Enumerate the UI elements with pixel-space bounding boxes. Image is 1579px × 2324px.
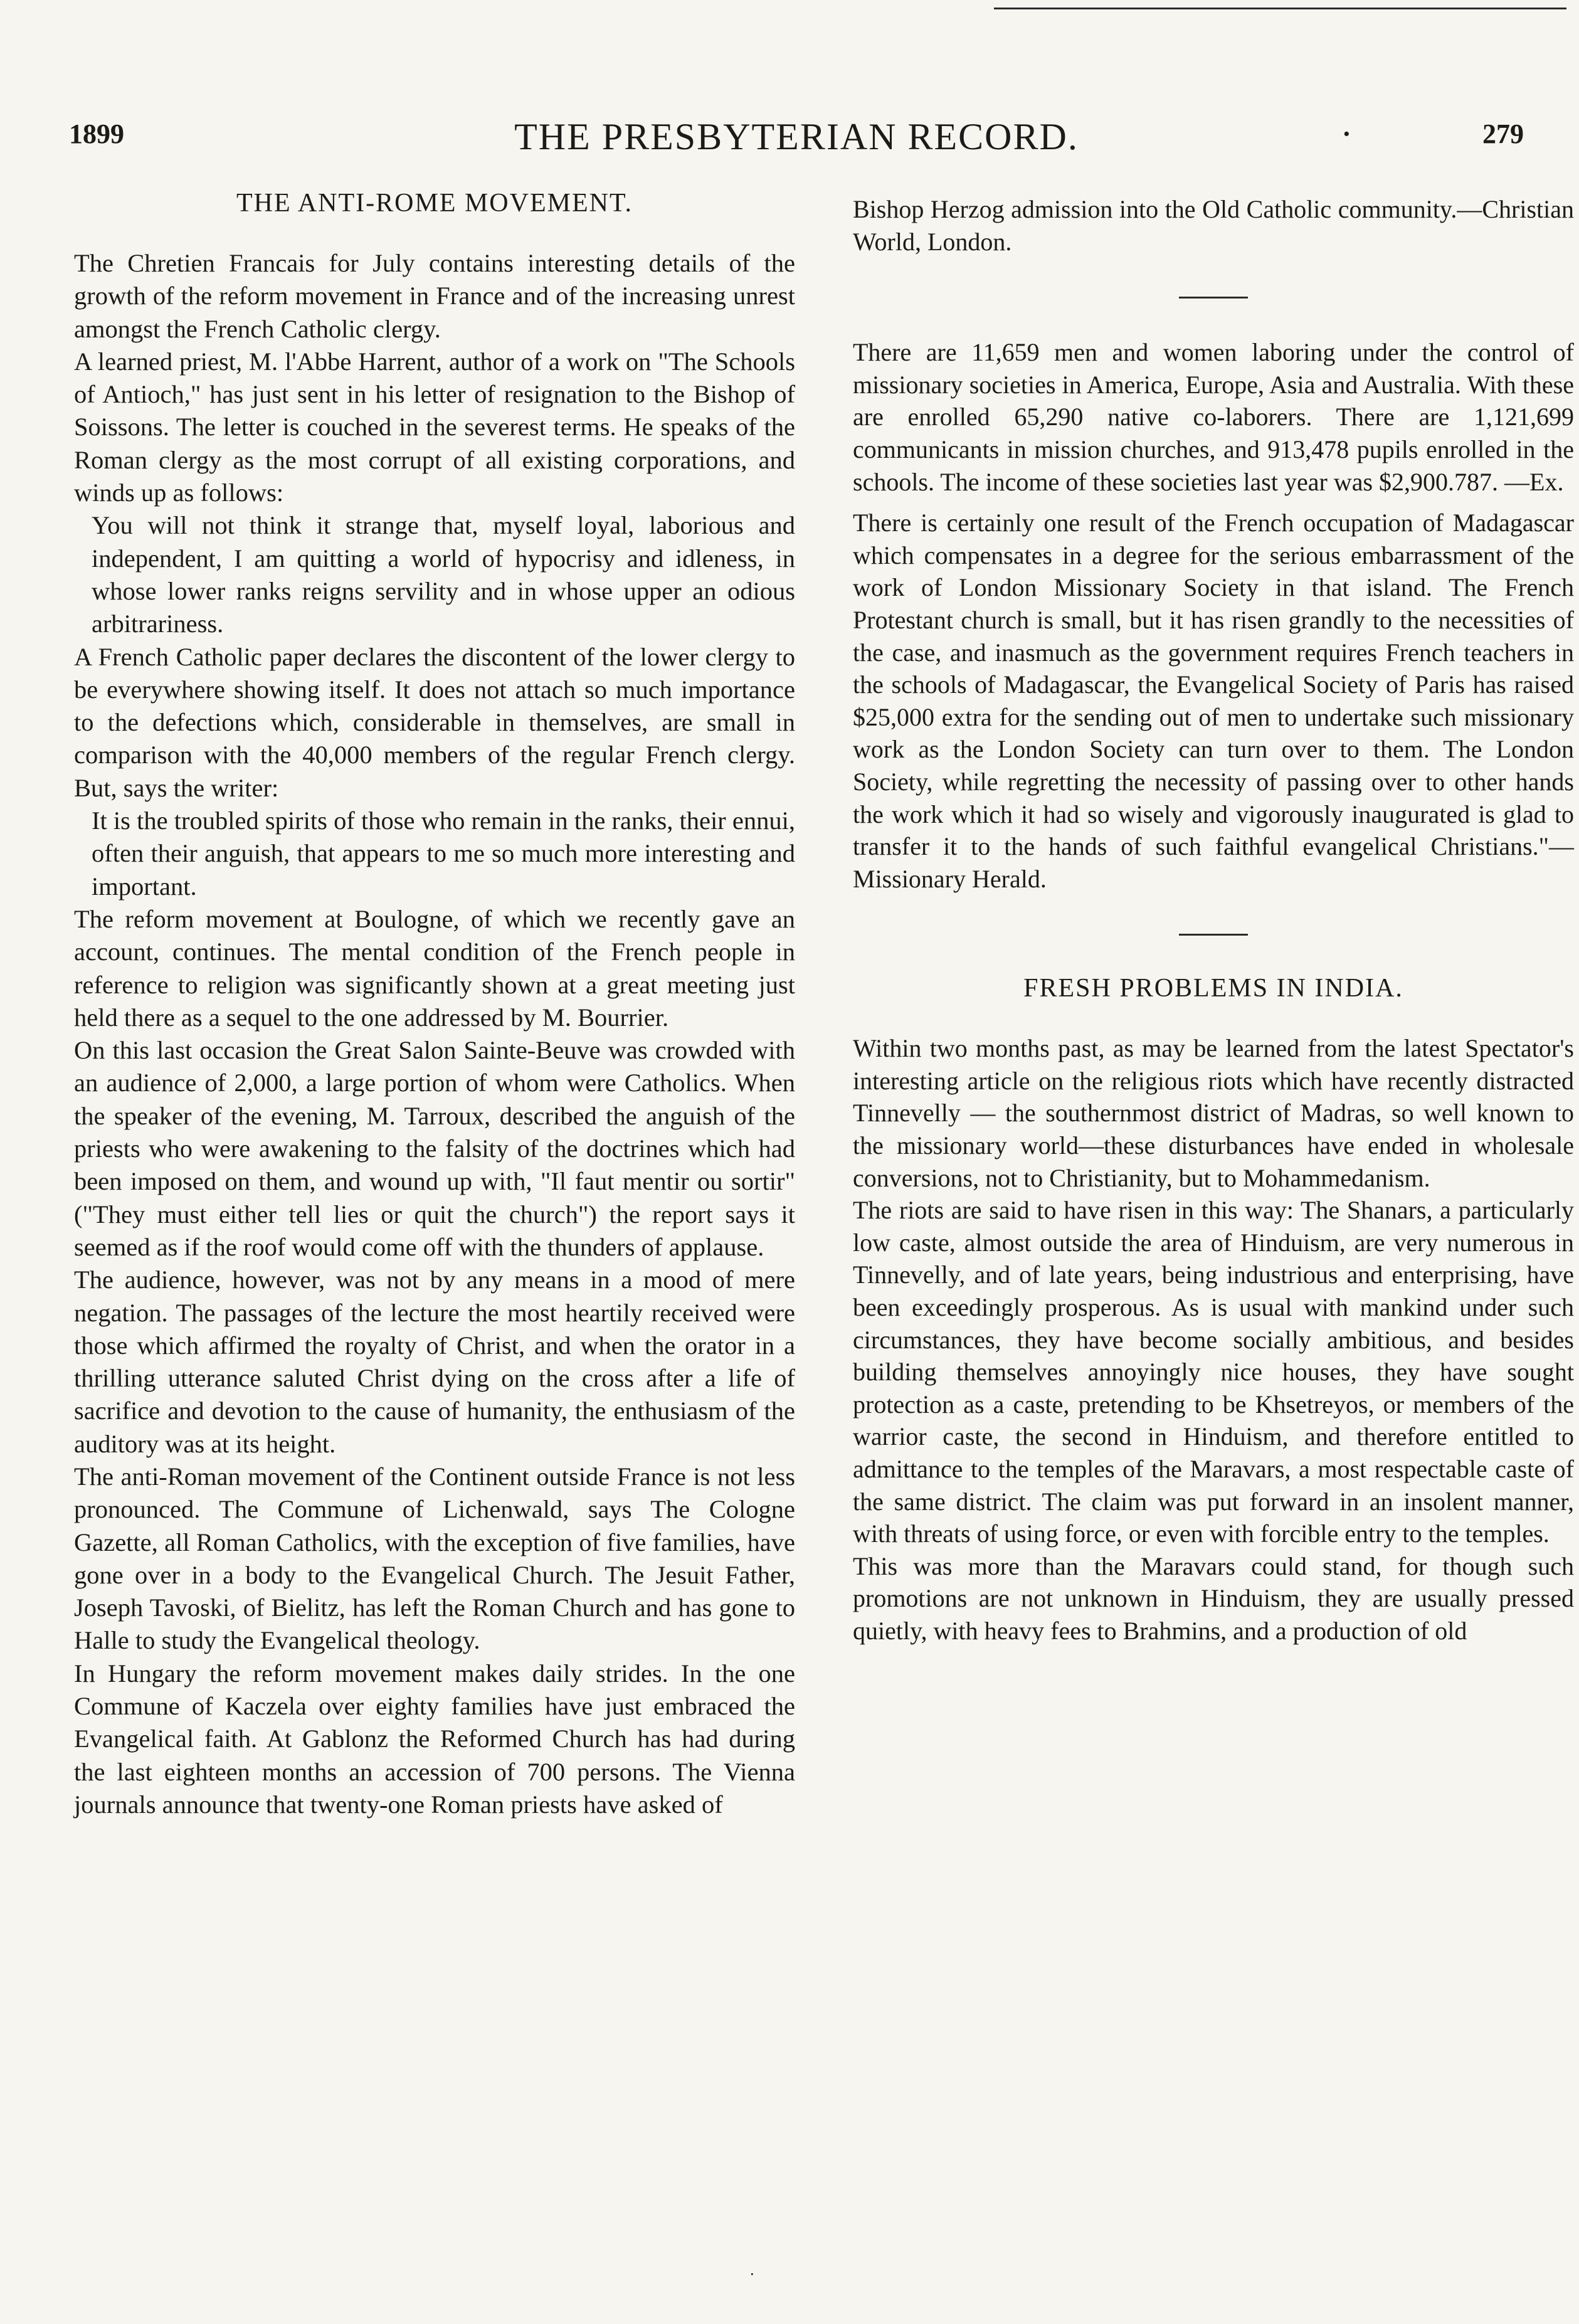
left-column bbox=[74, 188, 795, 1821]
paragraph: This was more than the Maravars could stand, for though such promotions are not unknown in Hinduism, they are usually pressed quietly, with heavy fees to Brahmins, and a production of old bbox=[853, 1551, 1574, 1645]
paragraph: On this last occasion the Great Salon Sainte-Beuve was crowded with an audience of 2,000, a large portion of whom were Catholics. When the speaker of the evening, M. Tarroux, described the anguish of the priests who were awakening to the falsity of the doctrines which had been imposed on them, and wound up with, "Il faut mentir ou sortir" ("They must either tell lies or quit the church") the report says it seemed as if the roof would come off with the thunders of applause. bbox=[74, 1036, 795, 1261]
header-title: THE PRESBYTERIAN RECORD. bbox=[514, 116, 1079, 157]
paragraph: A French Catholic paper declares the discontent of the lower clergy to be everywhere showing itself. It does not attach so much importance to the defections which, considerable in themselves, are small in comparison with the 40,000 members of the regular French clergy. But, says the writer: bbox=[74, 642, 795, 802]
top-rule bbox=[994, 8, 1566, 9]
paragraph: In Hungary the reform movement makes daily strides. In the one Commune of Kaczela over eighty families have just embraced the Evangelical faith. At Gablonz the Reformed Church has had during the last eighteen months an accession of 700 persons. The Vienna journals announce that twenty-one Roman priests have asked of bbox=[74, 1659, 795, 1819]
paragraph: Within two months past, as may be learned from the latest Spectator's interesting article on the religious riots which have recently distracted Tinnevelly — the southernmost district of Madras, so well known to the missionary world—these disturbances have ended in wholesale conversions, not to Christianity, but to Mohammedanism. bbox=[853, 1034, 1574, 1192]
header-dot: · bbox=[1342, 119, 1351, 149]
paragraph: The anti-Roman movement of the Continent outside France is not less pronounced. The Commune of Lichenwald, says The Cologne Gazette, all Roman Catholics, with the exception of five families, have gone over in a body to the Evangelical Church. The Jesuit Father, Joseph Tavoski, of Bielitz, has left the Roman Church and has gone to Halle to study the Evangelical theology. bbox=[74, 1462, 795, 1655]
spacer bbox=[853, 498, 1574, 507]
page-header bbox=[69, 118, 1524, 174]
paragraph: Bishop Herzog admission into the Old Catholic community.—Christian World, London. bbox=[853, 195, 1574, 256]
paragraph: The riots are said to have risen in this way: The Shanars, a particularly low caste, almost outside the area of Hinduism, are very numerous in Tinnevelly, and of late years, being industrious and enterprising, have been exceedingly prosperous. As is usual with mankind under such circumstances, they have become socially ambitious, and besides building themselves annoyingly nice houses, they have sought protection as a caste, pretending to be Khsetreyos, or members of the warrior caste, the second in Hinduism, and therefore entitled to admittance to the temples of the Maravars, a most respectable caste of the same district. The claim was put forward in an insolent manner, with threats of using force, or even with forcible entry to the temples. bbox=[853, 1196, 1574, 1548]
paragraph: There is certainly one result of the French occupation of Madagascar which compensates in a degree for the serious embarrassment of the work of London Missionary Society in that island. The French Protestant church is small, but it has risen grandly to the necessities of the case, and inasmuch as the government requires French teachers in the schools of Madagascar, the Evangelical Society of Paris has raised $25,000 extra for the sending out of men to undertake such missionary work as the London Society can turn over to them. The London Society, while regretting the necessity of passing over to other hands the work which it had so wisely and vigorously inaugurated is glad to transfer it to the hands of such faithful evangelical Christians."—Missionary Herald. bbox=[853, 509, 1574, 893]
paragraph: The reform movement at Boulogne, of which we recently gave an account, continues. The mental condition of the French people in reference to religion was significantly shown at a great meeting just held there as a sequel to the one addressed by M. Bourrier. bbox=[74, 904, 795, 1032]
header-year: 1899 bbox=[69, 119, 124, 149]
paragraph: There are 11,659 men and women laboring under the control of missionary societies in America, Europe, Asia and Australia. With these are enrolled 65,290 native co-laborers. There are 1,121,699 communicants in mission churches, and 913,478 pupils enrolled in the schools. The income of these societies last year was $2,900.787. —Ex. bbox=[853, 338, 1574, 496]
section-divider bbox=[1179, 934, 1248, 936]
right-column bbox=[853, 193, 1574, 1647]
article-title-anti-rome: THE ANTI-ROME MOVEMENT. bbox=[236, 189, 633, 218]
article-title-fresh-problems: FRESH PROBLEMS IN INDIA. bbox=[1023, 974, 1403, 1003]
quote: You will not think it strange that, myself loyal, laborious and independent, I am quitting a world of hypocrisy and idleness, in whose lower ranks reigns servility and in whose upper an odious arbitrariness. bbox=[92, 511, 795, 638]
header-page-number: 279 bbox=[1482, 119, 1524, 149]
quote: It is the troubled spirits of those who remain in the ranks, their ennui, often their anguish, that appears to me so much more interesting and important. bbox=[92, 806, 795, 901]
paragraph: The audience, however, was not by any means in a mood of mere negation. The passages of the lecture the most heartily received were those which affirmed the royalty of Christ, and when the orator in a thrilling utterance saluted Christ dying on the cross after a life of sacrifice and devotion to the cause of humanity, the enthusiasm of the auditory was at its height. bbox=[74, 1265, 795, 1458]
section-divider bbox=[1179, 297, 1248, 298]
paragraph: A learned priest, M. l'Abbe Harrent, author of a work on "The Schools of Antioch," has just sent in his letter of resignation to the Bishop of Soissons. The letter is couched in the severest terms. He speaks of the Roman clergy as the most corrupt of all existing corporations, and winds up as follows: bbox=[74, 347, 795, 507]
footer-mark: · bbox=[749, 2265, 755, 2283]
paragraph: The Chretien Francais for July contains interesting details of the growth of the reform movement in France and of the increasing unrest amongst the French Catholic clergy. bbox=[74, 249, 795, 343]
